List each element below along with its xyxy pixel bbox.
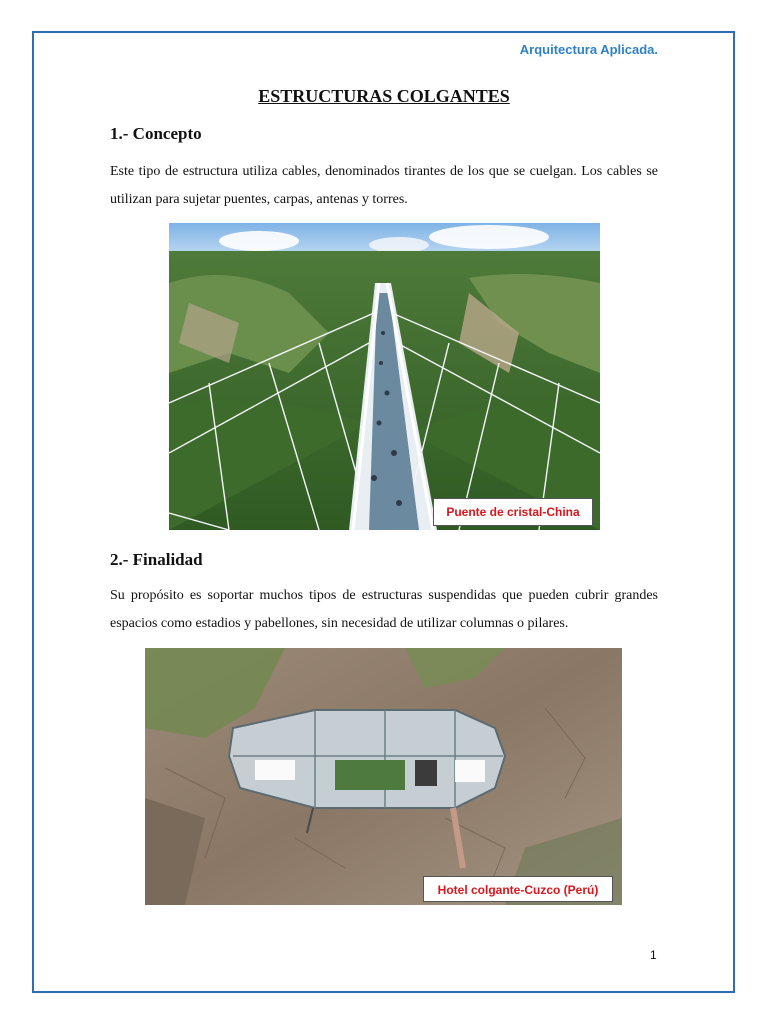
section-heading-concepto: 1.- Concepto <box>110 124 202 143</box>
document-title: ESTRUCTURAS COLGANTES <box>258 86 510 106</box>
section-heading-finalidad: 2.- Finalidad <box>110 550 203 569</box>
glass-bridge-photo <box>169 223 600 530</box>
hanging-hotel-photo <box>145 648 622 905</box>
section-paragraph-concepto: Este tipo de estructura utiliza cables, denominados tirantes de los que se cuelgan. Los cables se utilizan para sujetar puentes, carpas, antenas y torres. <box>110 164 658 207</box>
running-header: Arquitectura Aplicada. <box>519 42 658 57</box>
page-number: 1 <box>650 948 657 962</box>
figure-caption-bridge: Puente de cristal-China <box>433 498 593 526</box>
figure-caption-hotel: Hotel colgante-Cuzco (Perú) <box>423 876 613 902</box>
section-paragraph-finalidad: Su propósito es soportar muchos tipos de estructuras suspendidas que pueden cubrir grandes espacios como estadios y pabellones, sin necesidad de utilizar columnas o pilares. <box>110 588 658 631</box>
